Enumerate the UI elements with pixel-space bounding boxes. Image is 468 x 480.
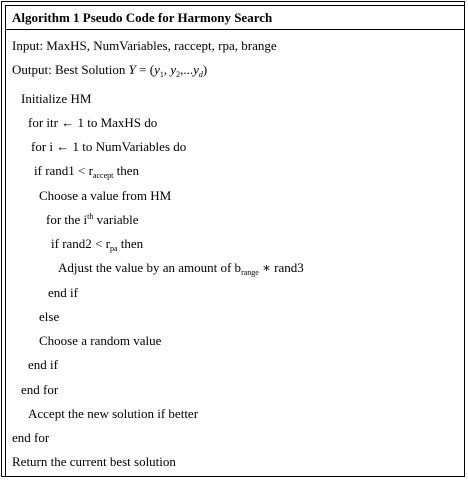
if-rand2-sub: pa bbox=[109, 244, 118, 253]
if-rand1-sub: accept bbox=[92, 171, 114, 180]
output-line bbox=[12, 62, 207, 78]
input-line: Input: MaxHS, NumVariables, raccept, rpa, brange bbox=[12, 38, 277, 53]
line-for-i: for i ← 1 to NumVariables do bbox=[31, 139, 187, 154]
if-rand2-text: if rand2 < r bbox=[51, 236, 110, 251]
adjust-rand3: ∗ rand3 bbox=[258, 260, 304, 275]
output-close: ) bbox=[202, 62, 208, 77]
for-ith-variable: variable bbox=[93, 212, 139, 227]
line-choose-random: Choose a random value bbox=[39, 333, 162, 348]
line-if-rand2 bbox=[51, 236, 143, 252]
output-var: Y bbox=[128, 62, 136, 77]
algorithm-title: Algorithm 1 Pseudo Code for Harmony Search bbox=[12, 10, 273, 25]
adjust-sub: range bbox=[241, 268, 259, 277]
line-for-ith bbox=[46, 212, 139, 228]
algorithm-box bbox=[5, 5, 465, 477]
output-sub2: 2 bbox=[176, 70, 181, 79]
line-for-itr: for itr ← 1 to MaxHS do bbox=[28, 115, 158, 130]
output-subd: d bbox=[198, 70, 203, 79]
line-else: else bbox=[39, 309, 60, 324]
line-choose-hm: Choose a value from HM bbox=[39, 188, 172, 203]
line-end-for-1: end for bbox=[21, 382, 59, 397]
line-end-if-2: end if bbox=[28, 357, 58, 372]
algorithm-header bbox=[6, 6, 464, 30]
if-rand1-then: then bbox=[113, 163, 140, 178]
if-rand1-text: if rand1 < r bbox=[34, 163, 93, 178]
output-comma: , bbox=[163, 62, 171, 77]
output-y1: y bbox=[154, 62, 160, 77]
line-adjust bbox=[58, 260, 304, 276]
line-if-rand1 bbox=[34, 163, 139, 179]
line-return: Return the current best solution bbox=[12, 454, 176, 469]
if-rand2-then: then bbox=[117, 236, 144, 251]
line-accept: Accept the new solution if better bbox=[28, 406, 199, 421]
line-initialize: Initialize HM bbox=[21, 91, 92, 106]
output-eq: = ( bbox=[135, 62, 155, 77]
line-end-for-2: end for bbox=[12, 430, 50, 445]
for-ith-sup: th bbox=[87, 212, 94, 221]
output-dots: ,... bbox=[180, 62, 194, 77]
output-sub1: 1 bbox=[159, 70, 164, 79]
output-label: Output: Best Solution bbox=[12, 62, 129, 77]
output-yd: y bbox=[193, 62, 199, 77]
for-ith-text: for the i bbox=[46, 212, 88, 227]
adjust-text: Adjust the value by an amount of b bbox=[58, 260, 242, 275]
output-y2: y bbox=[170, 62, 177, 77]
outer-frame bbox=[1, 1, 465, 477]
line-end-if-1: end if bbox=[48, 285, 78, 300]
